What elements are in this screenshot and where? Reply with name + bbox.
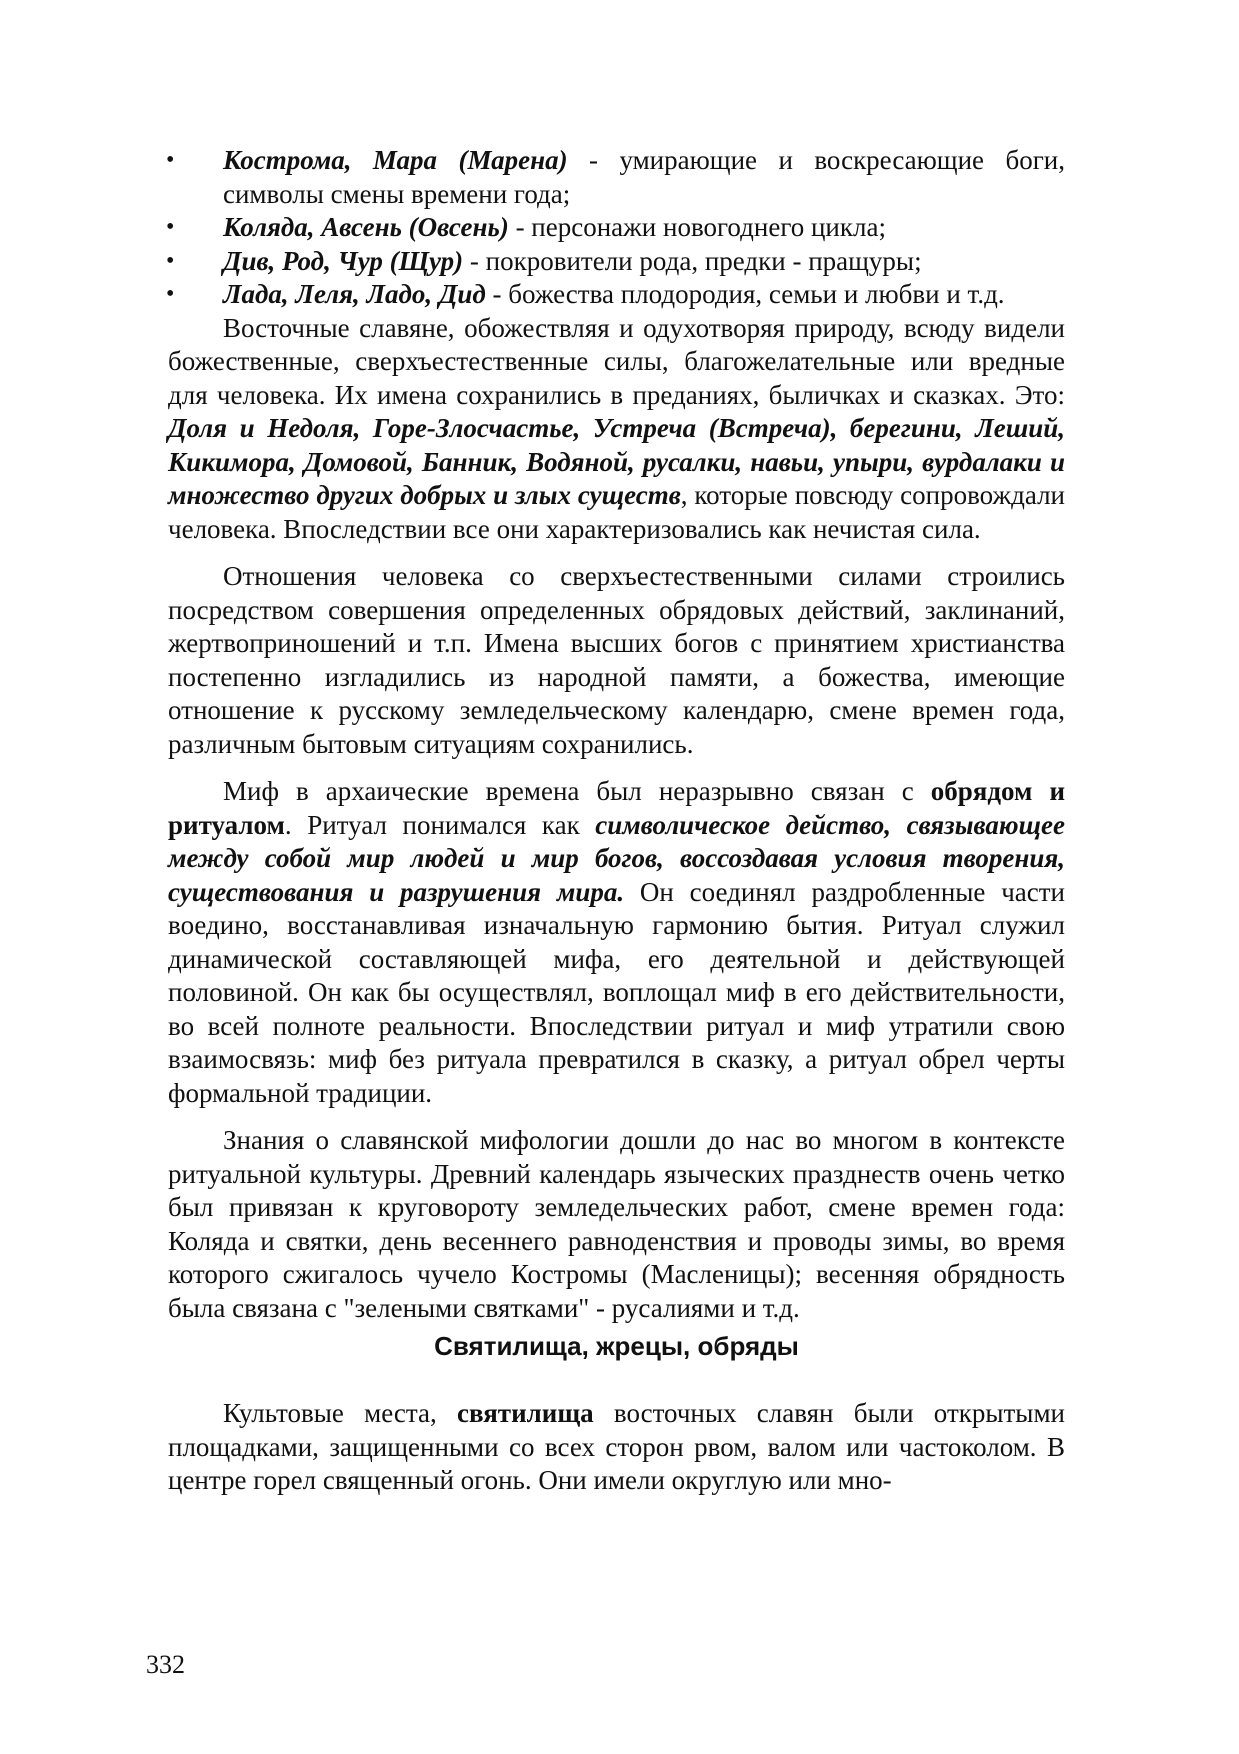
paragraph-calendar: Знания о славянской мифологии дошли до нас во многом в контексте ритуальной культуры. Древний календарь языческих празднеств очень четко был привязан к круговороту земледельческих работ, смене времен года: Коляда и святки, день весеннего равноденствия и проводы зимы, во время которого сжигалось чучело Костромы (Масленицы); весенняя обрядность была связана с "зелеными святками" - русалиями и т.д. <box>168 1125 1065 1323</box>
paragraph-text: восточных славян были открытыми площадками, защищенными со всех сторон рвом, валом или частоколом. В центре горел священный огонь. Они имели округлую или мно- <box>168 1398 1065 1495</box>
deity-list <box>168 144 1065 312</box>
paragraph-text: , которые повсюду сопровождали человека. Впоследствии все они характеризовались как нечистая сила. <box>168 480 1065 544</box>
list-item <box>168 144 1065 211</box>
bullet-icon: • <box>166 247 175 274</box>
paragraph-relations: Отношения человека со сверхъестественными силами строились посредством совершения определенных обрядовых действий, заклинаний, жертвоприношений и т.п. Имена высших богов с принятием христианства постепенно изгладились из народной памяти, а божества, имеющие отношение к русскому земледельческому календарю, смене времен года, различным бытовым ситуациям сохранились. <box>168 561 1065 759</box>
bullet-icon: • <box>166 214 175 240</box>
paragraph-text: Восточные славяне, обожествляя и одухотворяя природу, всюду видели божественные, сверхъестественные силы, благожелательные или вредные для человека. Их имена сохранились в преданиях, быличках и сказках. Это: <box>168 312 1065 410</box>
list-item-term: Коляда, Авсень (Овсень) <box>223 212 509 242</box>
list-item-term: Кострома, Мара (Марена) <box>223 145 568 175</box>
paragraph-spirits <box>168 312 1065 547</box>
paragraph-myth-ritual <box>168 775 1065 1110</box>
paragraph-text: Культовые места, <box>223 1398 457 1428</box>
list-item-text: - персонажи новогоднего цикла; <box>508 212 886 242</box>
paragraph-emphasis: символическое действо, связывающее между собой мир людей и мир богов, воссоздавая условия творения, существования и разрушения мира. <box>168 809 1065 907</box>
bullet-icon: • <box>166 147 175 173</box>
paragraph-bold: святилища <box>456 1398 594 1428</box>
section-heading: Святилища, жрецы, обряды <box>434 1331 799 1361</box>
paragraph-bold: обрядом и ритуалом <box>168 776 1066 840</box>
bullet-icon: • <box>166 281 175 307</box>
list-item <box>168 211 1065 245</box>
list-item-text: - умирающие и воскресающие боги, символы смены времени года; <box>223 145 1065 209</box>
paragraph-text: Он соединял раздробленные части воедино, восстанавливая изначальную гармонию бытия. Ритуал служил динамической составляющей мифа, его деятельной и действующей половиной. Он как бы осуществлял, воплощал миф в его действительности, во всей полноте реальности. Впоследствии ритуал и миф утратили свою взаимосвязь: миф без ритуала превратился в сказку, а ритуал обрел черты формальной традиции. <box>168 876 1065 1108</box>
paragraph-text: . Ритуал понимался как <box>284 809 596 840</box>
list-item-text: - покровители рода, предки - пращуры; <box>463 245 922 276</box>
paragraph-sanctuaries <box>168 1397 1065 1498</box>
page-number: 332 <box>146 1650 185 1679</box>
paragraph-text: Миф в архаические времена был неразрывно связан с <box>223 776 931 806</box>
paragraph-emphasis: Доля и Недоля, Горе-Злосчастье, Устреча (Встреча), берегини, Леший, Кикимора, Домовой, Банник, Водяной, русалки, навьи, упыри, вурдалаки и множество других добрых и злых существ <box>168 413 1065 510</box>
list-item <box>168 278 1065 312</box>
list-item-term: Див, Род, Чур (Щур) <box>223 245 464 276</box>
list-item-text: - божества плодородия, семьи и любви и т.д. <box>485 279 1005 309</box>
list-item-term: Лада, Леля, Ладо, Дид <box>223 279 486 309</box>
list-item <box>168 245 1065 279</box>
text-column <box>168 144 1065 1498</box>
